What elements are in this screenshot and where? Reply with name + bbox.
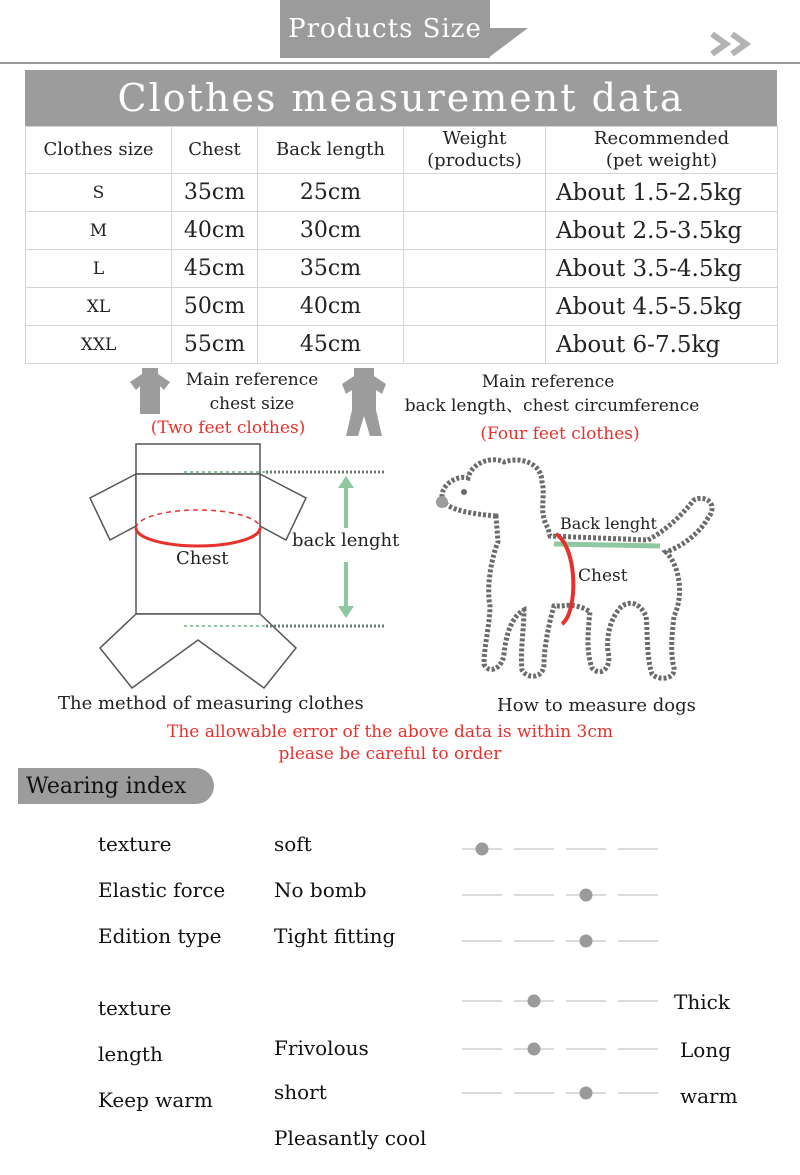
weight-cell [404,288,546,326]
slider-dot [476,843,489,856]
measurement-title: Clothes measurement data [25,70,777,126]
size-table [25,126,778,364]
weight-cell [404,250,546,288]
table-row [26,288,778,326]
clothes-diagram [80,440,420,690]
two-feet-clothes-icon [128,366,172,416]
error-note: The allowable error of the above data is within 3cm [166,722,613,742]
elastic-force-slider [460,882,660,908]
wearing-index-title: Wearing index [18,768,214,804]
table-row [26,326,778,364]
four-feet-label: (Four feet clothes) [480,424,640,444]
frivolous-label: Frivolous [274,1036,369,1060]
dog-chest-label: Chest [578,566,628,586]
thickness-slider [460,988,660,1014]
header-back-length: Back length [258,127,404,174]
header-weight: Weight (products) [404,127,546,174]
edition-type-label: Edition type [98,924,222,948]
slider-dot [528,995,541,1008]
clothes-caption: The method of measuring clothes [58,693,364,714]
size-cell: M [26,212,172,250]
order-note: please be careful to order [278,744,502,764]
chest-cell: 45cm [172,250,258,288]
chest-cell: 50cm [172,288,258,326]
weight-cell [404,326,546,364]
edition-type-slider [460,928,660,954]
elastic-force-label: Elastic force [98,878,226,902]
table-header-row [26,127,778,174]
recommended-cell: About 2.5-3.5kg [546,212,778,250]
dog-caption: How to measure dogs [497,695,696,716]
slider-dot [528,1043,541,1056]
texture-slider [460,836,660,862]
chest-cell: 35cm [172,174,258,212]
clothes-back-length-label: back lenght [292,530,400,551]
short-label: short [274,1080,327,1104]
size-cell: L [26,250,172,288]
table-row [26,212,778,250]
texture-label: texture [98,832,172,856]
header-chest: Chest [172,127,258,174]
texture-thickness-label: texture [98,996,172,1020]
slider-dot [580,889,593,902]
recommended-cell: About 1.5-2.5kg [546,174,778,212]
size-cell: S [26,174,172,212]
size-cell: XL [26,288,172,326]
two-feet-label: (Two feet clothes) [150,418,306,438]
back-cell: 30cm [258,212,404,250]
header-recommended: Recommended (pet weight) [546,127,778,174]
back-cell: 40cm [258,288,404,326]
length-label: length [98,1042,163,1066]
chest-cell: 55cm [172,326,258,364]
slider-dot [580,935,593,948]
header-divider [0,62,800,64]
right-reference-title: Main reference [481,372,615,392]
table-row [26,174,778,212]
back-cell: 35cm [258,250,404,288]
texture-value: soft [274,832,312,856]
chest-cell: 40cm [172,212,258,250]
table-row [26,250,778,288]
clothes-chest-label: Chest [176,548,229,569]
recommended-cell: About 3.5-4.5kg [546,250,778,288]
thick-label: Thick [674,990,730,1014]
slider-dot [580,1087,593,1100]
double-chevron-right-icon [708,32,760,56]
edition-type-value: Tight fitting [274,924,396,948]
warm-label: warm [680,1084,738,1108]
elastic-force-value: No bomb [274,878,367,902]
left-reference-subtitle: chest size [209,394,295,414]
weight-cell [404,212,546,250]
long-label: Long [680,1038,732,1062]
left-reference-title: Main reference [185,370,319,390]
header-size: Clothes size [26,127,172,174]
products-size-tab: Products Size [280,0,490,58]
recommended-cell: About 6-7.5kg [546,326,778,364]
pleasantly-cool-label: Pleasantly cool [274,1126,427,1150]
recommended-cell: About 4.5-5.5kg [546,288,778,326]
weight-cell [404,174,546,212]
keep-warm-slider [460,1080,660,1106]
back-cell: 25cm [258,174,404,212]
back-cell: 45cm [258,326,404,364]
four-feet-clothes-icon [338,366,390,438]
products-size-tab-tail [488,28,528,58]
keep-warm-label: Keep warm [98,1088,213,1112]
size-cell: XXL [26,326,172,364]
dog-back-length-label: Back lenght [560,514,657,533]
right-reference-subtitle: back length、chest circumference [404,396,700,416]
length-slider [460,1036,660,1062]
